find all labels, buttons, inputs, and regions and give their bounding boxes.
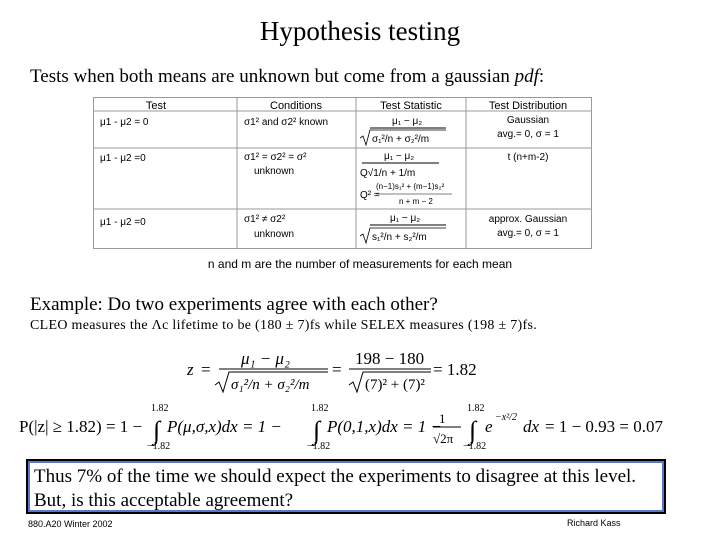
svg-text:s₁²/n + s₂²/m: s₁²/n + s₂²/m	[372, 232, 427, 243]
svg-text:=: =	[201, 360, 211, 379]
p-result: = 1 − 0.93 = 0.07	[545, 417, 664, 436]
svg-text:∫: ∫	[153, 416, 161, 445]
integral2-lower: −1.82	[307, 441, 331, 450]
integral2-upper: 1.82	[311, 403, 329, 414]
header-conditions: Conditions	[270, 100, 322, 112]
row2-statistic-formula	[360, 151, 452, 206]
svg-text:=: =	[332, 360, 342, 379]
hypothesis-table	[93, 97, 592, 249]
row3-statistic-formula	[360, 213, 446, 243]
intro-suffix: :	[538, 66, 545, 87]
z-equation	[185, 345, 505, 400]
probability-equation	[15, 398, 675, 455]
row1-distribution-1: Gaussian	[506, 115, 550, 126]
z-equation-svg	[185, 345, 505, 395]
z-result: = 1.82	[433, 360, 477, 379]
svg-text:n + m − 2: n + m − 2	[399, 197, 433, 206]
hypothesis-table-svg	[94, 98, 591, 248]
svg-text:√2π: √2π	[433, 431, 454, 446]
conclusion-box	[26, 459, 666, 514]
svg-text:dx: dx	[523, 417, 540, 436]
row3-condition-1: σ1² ≠ σ2²	[244, 214, 286, 225]
footer-author: Richard Kass	[567, 518, 621, 528]
row1-distribution-2: avg.= 0, σ = 1	[497, 129, 559, 140]
z-numerator: 198 − 180	[355, 349, 425, 368]
svg-text:(7)² + (7)²: (7)² + (7)²	[365, 377, 425, 393]
probability-equation-svg	[15, 398, 675, 450]
svg-text:1: 1	[439, 411, 446, 426]
svg-text:e: e	[485, 417, 493, 436]
slide-title: Hypothesis testing	[259, 16, 461, 46]
svg-text:z: z	[187, 360, 194, 379]
svg-text:(n−1)s₁² + (m−1)s₂²: (n−1)s₁² + (m−1)s₂²	[376, 182, 445, 191]
svg-text:P(μ,σ,x)dx = 1 −: P(μ,σ,x)dx = 1 −	[167, 417, 282, 436]
svg-text:Q√1/n + 1/m: Q√1/n + 1/m	[360, 168, 416, 179]
example-heading: Example: Do two experiments agree with each other?	[30, 294, 438, 315]
svg-text:σ₁²/n + σ₂²/m: σ₁²/n + σ₂²/m	[372, 134, 430, 145]
header-test-statistic: Test Statistic	[380, 100, 442, 112]
svg-text:μ₁ − μ₂: μ₁ − μ₂	[241, 349, 290, 368]
row3-distribution-1: approx. Gaussian	[488, 214, 568, 225]
svg-text:Q² =: Q² =	[360, 190, 380, 201]
row2-condition-2: unknown	[254, 166, 295, 177]
svg-text:P(0,1,x)dx = 1 −: P(0,1,x)dx = 1 −	[327, 417, 442, 436]
row3-distribution-2: avg.= 0, σ = 1	[497, 228, 559, 239]
p-lhs: P(|z| ≥ 1.82) = 1 −	[19, 417, 143, 436]
intro-text	[30, 66, 544, 88]
svg-text:μ₁ − μ₂: μ₁ − μ₂	[390, 213, 421, 224]
svg-text:∫: ∫	[313, 416, 321, 445]
integral1-upper: 1.82	[151, 403, 169, 414]
conclusion-line-1: Thus 7% of the time we should expect the experiments to disagree at this level.	[34, 466, 637, 487]
conclusion-line-2: But, is this acceptable agreement?	[34, 490, 294, 511]
row2-test: μ1 - μ2 =0	[100, 153, 146, 164]
cleo-selex-text: CLEO measures the Λc lifetime to be (180 ± 7)fs while SELEX measures (198 ± 7)fs.	[30, 318, 538, 333]
integral3-upper: 1.82	[467, 403, 485, 414]
row3-test: μ1 - μ2 =0	[100, 217, 146, 228]
table-caption: n and m are the number of measurements for each mean	[207, 257, 513, 271]
row2-condition-1: σ1² = σ2² = σ²	[244, 152, 307, 163]
footer-course: 880.A20 Winter 2002	[28, 519, 113, 529]
svg-text:−x²/2: −x²/2	[495, 412, 517, 423]
svg-text:μ₁ − μ₂: μ₁ − μ₂	[384, 151, 415, 162]
intro-pdf: pdf	[514, 66, 539, 87]
row3-condition-2: unknown	[254, 229, 295, 240]
svg-text:σ₁²/n + σ₂²/m: σ₁²/n + σ₂²/m	[231, 377, 310, 393]
row1-test: μ1 - μ2 = 0	[100, 117, 149, 128]
header-test-distribution: Test Distribution	[488, 100, 568, 112]
intro-prefix: Tests when both means are unknown but come from a gaussian	[30, 66, 515, 87]
svg-text:μ₁ − μ₂: μ₁ − μ₂	[392, 116, 423, 127]
row1-condition: σ1² and σ2² known	[244, 117, 329, 128]
integral1-lower: −1.82	[147, 441, 171, 450]
row2-distribution: t (n+m-2)	[507, 152, 549, 163]
svg-text:∫: ∫	[469, 416, 477, 445]
row1-statistic-formula	[360, 116, 446, 145]
integral3-lower: −1.82	[463, 441, 487, 450]
header-test: Test	[145, 100, 167, 112]
